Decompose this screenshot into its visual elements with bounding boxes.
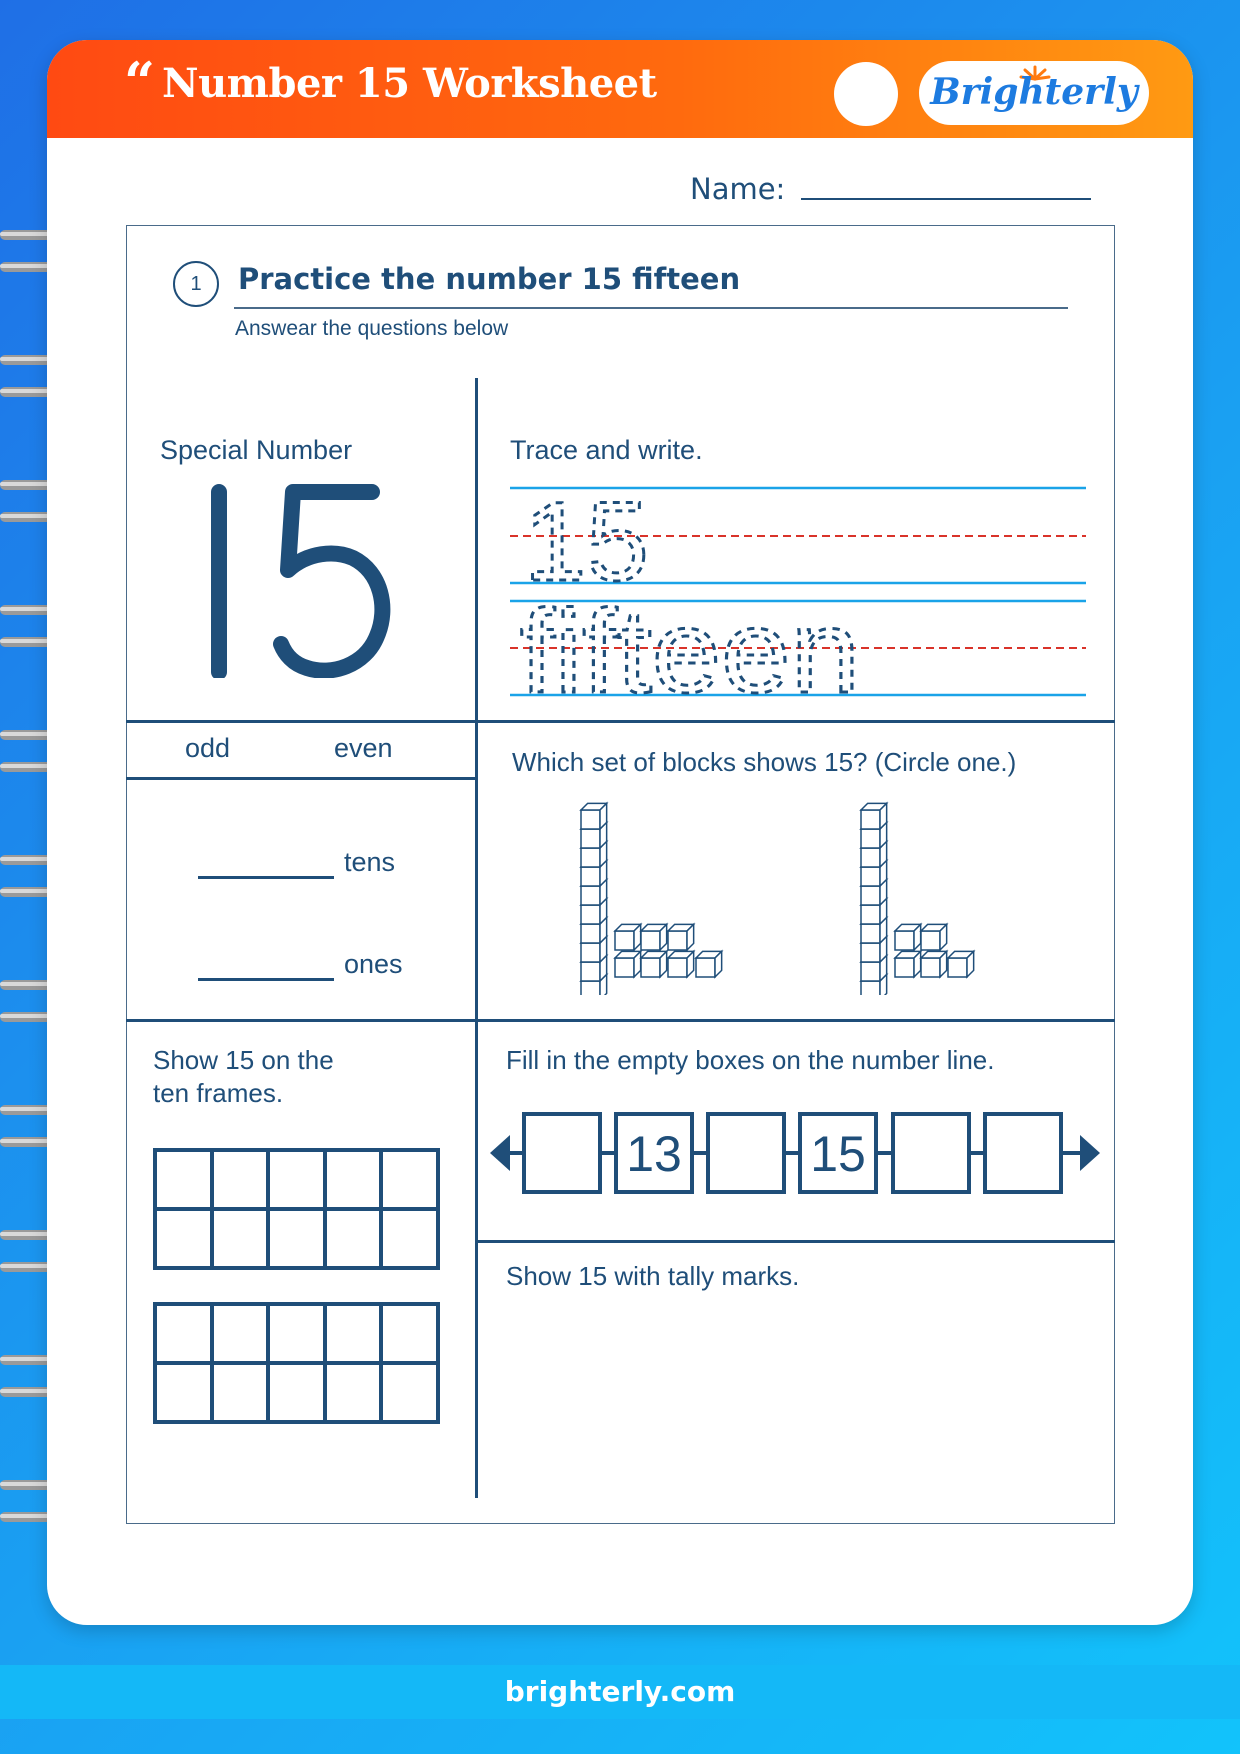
ten-rod-block xyxy=(581,803,607,829)
footer-site[interactable]: brighterly.com xyxy=(504,1675,736,1708)
unit-cube-block xyxy=(668,924,694,950)
tens-label: tens xyxy=(344,847,396,877)
unit-cube-block xyxy=(641,951,667,977)
tens-blank[interactable] xyxy=(198,876,334,879)
tally-prompt: Show 15 with tally marks. xyxy=(506,1261,800,1291)
number-line-empty-box[interactable] xyxy=(524,1114,600,1192)
unit-cube-block xyxy=(696,951,722,977)
number-line-value: 15 xyxy=(810,1126,866,1182)
row-divider xyxy=(126,777,477,780)
ones-label: ones xyxy=(344,949,403,979)
round-button[interactable] xyxy=(834,62,898,126)
footer-bar xyxy=(0,1665,1240,1719)
title-divider xyxy=(234,307,1068,309)
ten-frame[interactable] xyxy=(153,1302,440,1424)
tracing-lines[interactable] xyxy=(510,480,1090,700)
brand-logo[interactable] xyxy=(919,61,1149,125)
ten-frames-prompt-line1: Show 15 on the xyxy=(153,1045,334,1075)
quote-mark-icon: “ xyxy=(124,50,156,114)
traced-word: fifteen xyxy=(520,586,860,700)
number-line-empty-box[interactable] xyxy=(985,1114,1061,1192)
ten-frame[interactable] xyxy=(153,1148,440,1270)
unit-cube-block xyxy=(615,951,641,977)
question-title: Practice the number 15 fifteen xyxy=(238,262,741,296)
trace-label: Trace and write. xyxy=(510,435,703,465)
name-field[interactable] xyxy=(801,198,1091,200)
unit-cube-block xyxy=(615,924,641,950)
logo-text: Brighterly xyxy=(930,71,1138,113)
traced-digits: 15 xyxy=(524,480,649,604)
question-subtitle: Answear the questions below xyxy=(235,317,509,340)
column-divider xyxy=(475,378,478,1498)
ten-frames-prompt-line2: ten frames. xyxy=(153,1078,284,1108)
base-ten-blocks[interactable] xyxy=(560,800,1020,995)
ones-blank[interactable] xyxy=(198,978,334,981)
row-divider xyxy=(126,1019,1115,1022)
unit-cube-block xyxy=(921,951,947,977)
number-line-prompt: Fill in the empty boxes on the number line. xyxy=(506,1045,995,1075)
blocks-prompt: Which set of blocks shows 15? (Circle one.) xyxy=(512,747,1017,777)
number-line[interactable] xyxy=(490,1105,1100,1205)
ten-rod-block xyxy=(861,803,887,829)
worksheet-title: Number 15 Worksheet xyxy=(162,60,657,107)
even-option[interactable]: even xyxy=(334,733,393,763)
unit-cube-block xyxy=(641,924,667,950)
odd-option[interactable]: odd xyxy=(185,733,231,763)
question-number: 1 xyxy=(173,261,219,307)
number-line-empty-box[interactable] xyxy=(893,1114,969,1192)
worksheet-header xyxy=(47,40,1193,138)
unit-cube-block xyxy=(948,951,974,977)
number-line-empty-box[interactable] xyxy=(708,1114,784,1192)
row-divider xyxy=(126,720,1115,723)
row-divider xyxy=(477,1240,1115,1243)
special-number-label: Special Number xyxy=(160,435,353,465)
unit-cube-block xyxy=(895,924,921,950)
number-line-value: 13 xyxy=(626,1126,682,1182)
special-number-digits xyxy=(205,478,405,678)
unit-cube-block xyxy=(895,951,921,977)
unit-cube-block xyxy=(668,951,694,977)
tally-answer-area[interactable] xyxy=(500,1310,1100,1500)
unit-cube-block xyxy=(921,924,947,950)
name-label: Name: xyxy=(690,172,786,206)
